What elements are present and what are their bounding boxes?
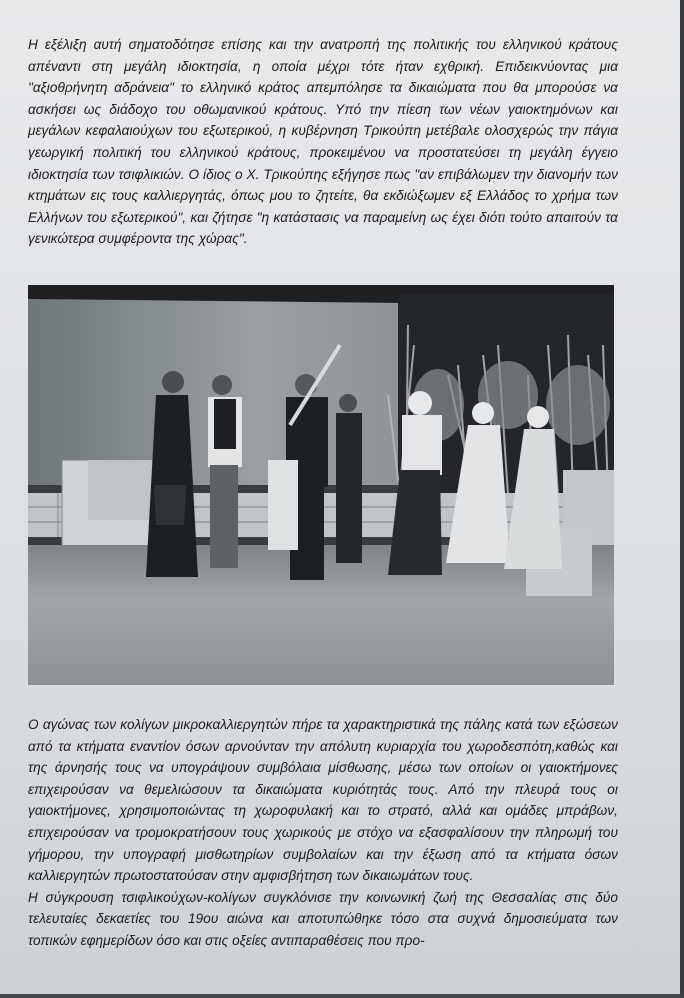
- actor-background-man: [336, 394, 362, 563]
- well-top: [88, 460, 154, 520]
- actor-white-costume: [268, 460, 298, 550]
- stage-photograph: [28, 285, 614, 685]
- top-text-block: [28, 34, 618, 250]
- actor-man-vest: [208, 375, 242, 568]
- paragraph-bottom-1: Ο αγώνας των κολίγων μικροκαλλιεργητών πήρε τα χαρακτηριστικά της πάλης κατά των εξώσεων από τα κτήματα εναντίον όσων αρνούνταν την απόλυτη κυριαρχία του χωροδεσπότη,καθώς και της άρνησής τους να υπογράψουν συμβόλαια μίσθωσης, μέσω των οποίων οι γαιοκτήμονες επιχειρούσαν να θεμελιώσουν τα δικαιώματα κυριότητάς τους. Από την πλευρά τους οι γαιοκτήμονες, χρησιμοποιώντας τη χωροφυλακή και το στρατό, αλλά και ομάδες μπράβων, επιχειρούσαν να τρομοκρατήσουν τους χωρικούς με στόχο να εξασφαλίσουν την πληρωμή του γήμορου, την υπογραφή μισθωτηρίων συμβολαίων και την έξωση από τα κτήματα όσων καλλιεργητών πρωτοστατούσαν στην αμφισβήτηση των δικαιωμάτων τους.: [28, 717, 618, 884]
- paragraph-bottom-2: Η σύγκρουση τσιφλικούχων-κολίγων συγκλόνισε την κοινωνική ζωή της Θεσσαλίας στις δύο τελευταίες δεκαετίες του 19ου αιώνα και αποτυπώθηκε τόσο στα συχνά δημοσιεύματα των τοπικών εφημερίδων όσο και στις οξείες αντιπαραθέσεις που προ-: [28, 889, 618, 948]
- photo-illustration: [28, 285, 614, 685]
- bottom-text-block: [28, 714, 618, 952]
- paragraph-top: Η εξέλιξη αυτή σηματοδότησε επίσης και την ανατροπή της πολιτικής του ελληνικού κράτους απέναντι στη μεγάλη ιδιοκτησία, η οποία μέχρι τότε ήταν εχθρική. Επιδεικνύοντας μια "αξιοθρήνητη αδράνεια" το ελληνικό κράτος απεμπόλησε τα δικαιώματα που θα μπορούσε να ασκήσει ως διάδοχο του οθωμανικού κράτους. Υπό την πίεση των νέων γαιοκτημόνων και μεγάλων κεφαλαιούχων του εξωτερικού, η κυβέρνηση Τρικούπη μετέβαλε ολοσχερώς την πάγια γεωργική πολιτική του ελληνικού κράτους, προκειμένου να προστατεύσει τη μεγάλη έγγειο ιδιοκτησία των τσιφλικιών. Ο ίδιος ο Χ. Τρικούπης εξήγησε πως "αν επιβάλωμεν την διανομήν των κτημάτων εις τους καλλιεργητάς, όπως μου το ζητείτε, θα εκδιώξωμεν εξ Ελλάδος το χρήμα των Ελλήνων του εξωτερικού", και ζήτησε "η κατάστασις να παραμείνη ως έχει διότι τούτο απαιτούν τα γενικώτερα συμφέροντα της χώρας".: [28, 37, 618, 247]
